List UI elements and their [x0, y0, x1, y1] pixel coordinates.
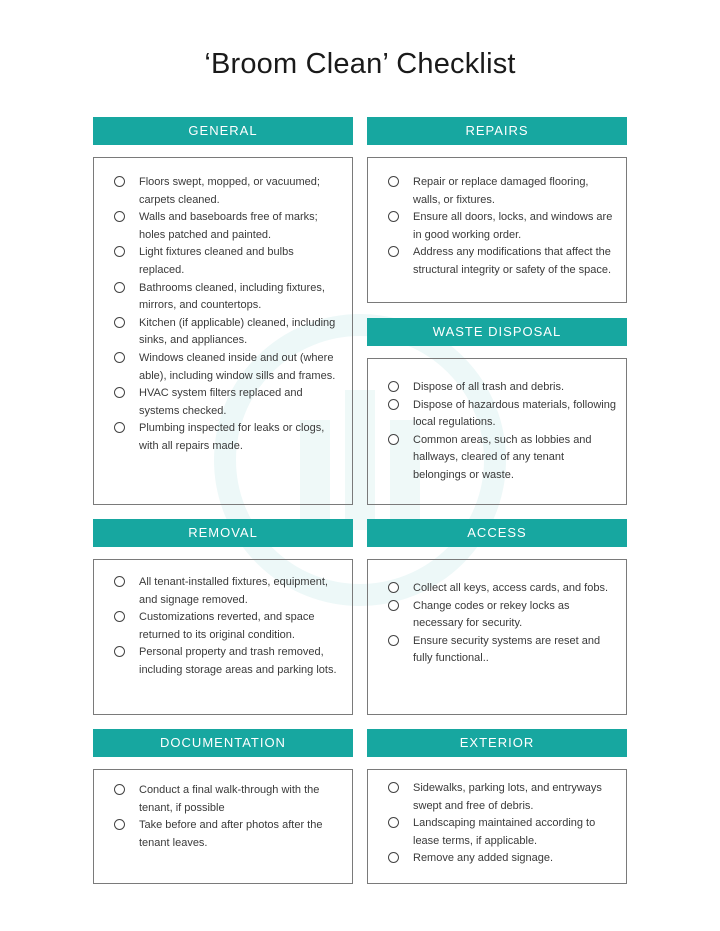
checkbox[interactable] [114, 176, 125, 187]
checklist-item: Bathrooms cleaned, including fixtures, mirrors, and countertops. [114, 280, 342, 315]
checklist-item: Light fixtures cleaned and bulbs replaced. [114, 244, 342, 279]
checklist-item: Windows cleaned inside and out (where able), including window sills and frames. [114, 350, 342, 385]
page-title: ‘Broom Clean’ Checklist [204, 48, 516, 80]
checklist-access [388, 580, 616, 668]
checklist-item: Ensure security systems are reset and fully functional.. [388, 633, 616, 668]
section-box-general [93, 157, 353, 505]
checklist-item: Landscaping maintained according to lease terms, if applicable. [388, 815, 616, 850]
checklist-item: Customizations reverted, and space returned to its original condition. [114, 609, 342, 644]
checklist-item: All tenant-installed fixtures, equipment, and signage removed. [114, 574, 342, 609]
checkbox[interactable] [114, 422, 125, 433]
checkbox[interactable] [114, 576, 125, 587]
checklist-item: HVAC system filters replaced and systems checked. [114, 385, 342, 420]
section-header-access: ACCESS [367, 519, 627, 547]
checkbox[interactable] [388, 817, 399, 828]
checkbox[interactable] [388, 381, 399, 392]
checklist-item: Change codes or rekey locks as necessary for security. [388, 598, 616, 633]
checkbox[interactable] [114, 819, 125, 830]
checklist-documentation [114, 782, 342, 852]
checklist-item: Conduct a final walk-through with the tenant, if possible [114, 782, 342, 817]
checkbox[interactable] [388, 852, 399, 863]
section-header-general: GENERAL [93, 117, 353, 145]
checkbox[interactable] [114, 211, 125, 222]
checklist-item: Sidewalks, parking lots, and entryways swept and free of debris. [388, 780, 616, 815]
checkbox[interactable] [388, 176, 399, 187]
section-box-documentation [93, 769, 353, 884]
section-box-removal [93, 559, 353, 715]
checklist-item: Take before and after photos after the tenant leaves. [114, 817, 342, 852]
section-header-removal: REMOVAL [93, 519, 353, 547]
checklist-item: Walls and baseboards free of marks; holes patched and painted. [114, 209, 342, 244]
checklist-item: Address any modifications that affect the structural integrity or safety of the space. [388, 244, 616, 279]
checklist-item: Kitchen (if applicable) cleaned, including sinks, and appliances. [114, 315, 342, 350]
checklist-exterior [388, 780, 616, 868]
checklist-item: Personal property and trash removed, including storage areas and parking lots. [114, 644, 342, 679]
checklist-item: Dispose of all trash and debris. [388, 379, 616, 397]
checkbox[interactable] [388, 246, 399, 257]
checkbox[interactable] [114, 387, 125, 398]
checklist-item: Dispose of hazardous materials, following local regulations. [388, 397, 616, 432]
checklist-item: Remove any added signage. [388, 850, 616, 868]
checklist-item: Floors swept, mopped, or vacuumed; carpets cleaned. [114, 174, 342, 209]
section-header-waste-disposal: WASTE DISPOSAL [367, 318, 627, 346]
checkbox[interactable] [114, 352, 125, 363]
checkbox[interactable] [388, 582, 399, 593]
checkbox[interactable] [114, 246, 125, 257]
checkbox[interactable] [388, 399, 399, 410]
checkbox[interactable] [114, 646, 125, 657]
checklist-item: Plumbing inspected for leaks or clogs, with all repairs made. [114, 420, 342, 455]
checklist-item: Ensure all doors, locks, and windows are in good working order. [388, 209, 616, 244]
checklist-removal [114, 574, 342, 680]
section-box-access [367, 559, 627, 715]
checkbox[interactable] [388, 600, 399, 611]
checklist-item: Repair or replace damaged flooring, walls, or fixtures. [388, 174, 616, 209]
checklist-item: Common areas, such as lobbies and hallways, cleared of any tenant belongings or waste. [388, 432, 616, 485]
section-header-documentation: DOCUMENTATION [93, 729, 353, 757]
checklist-repairs [388, 174, 616, 280]
checkbox[interactable] [114, 611, 125, 622]
checkbox[interactable] [114, 282, 125, 293]
section-header-repairs: REPAIRS [367, 117, 627, 145]
checkbox[interactable] [388, 782, 399, 793]
checkbox[interactable] [388, 211, 399, 222]
section-header-exterior: EXTERIOR [367, 729, 627, 757]
checklist-general [114, 174, 342, 456]
checkbox[interactable] [114, 317, 125, 328]
checklist-waste-disposal [388, 379, 616, 485]
section-box-waste-disposal [367, 358, 627, 505]
section-box-exterior [367, 769, 627, 884]
checklist-item: Collect all keys, access cards, and fobs. [388, 580, 616, 598]
checkbox[interactable] [388, 434, 399, 445]
section-box-repairs [367, 157, 627, 303]
checkbox[interactable] [114, 784, 125, 795]
checkbox[interactable] [388, 635, 399, 646]
